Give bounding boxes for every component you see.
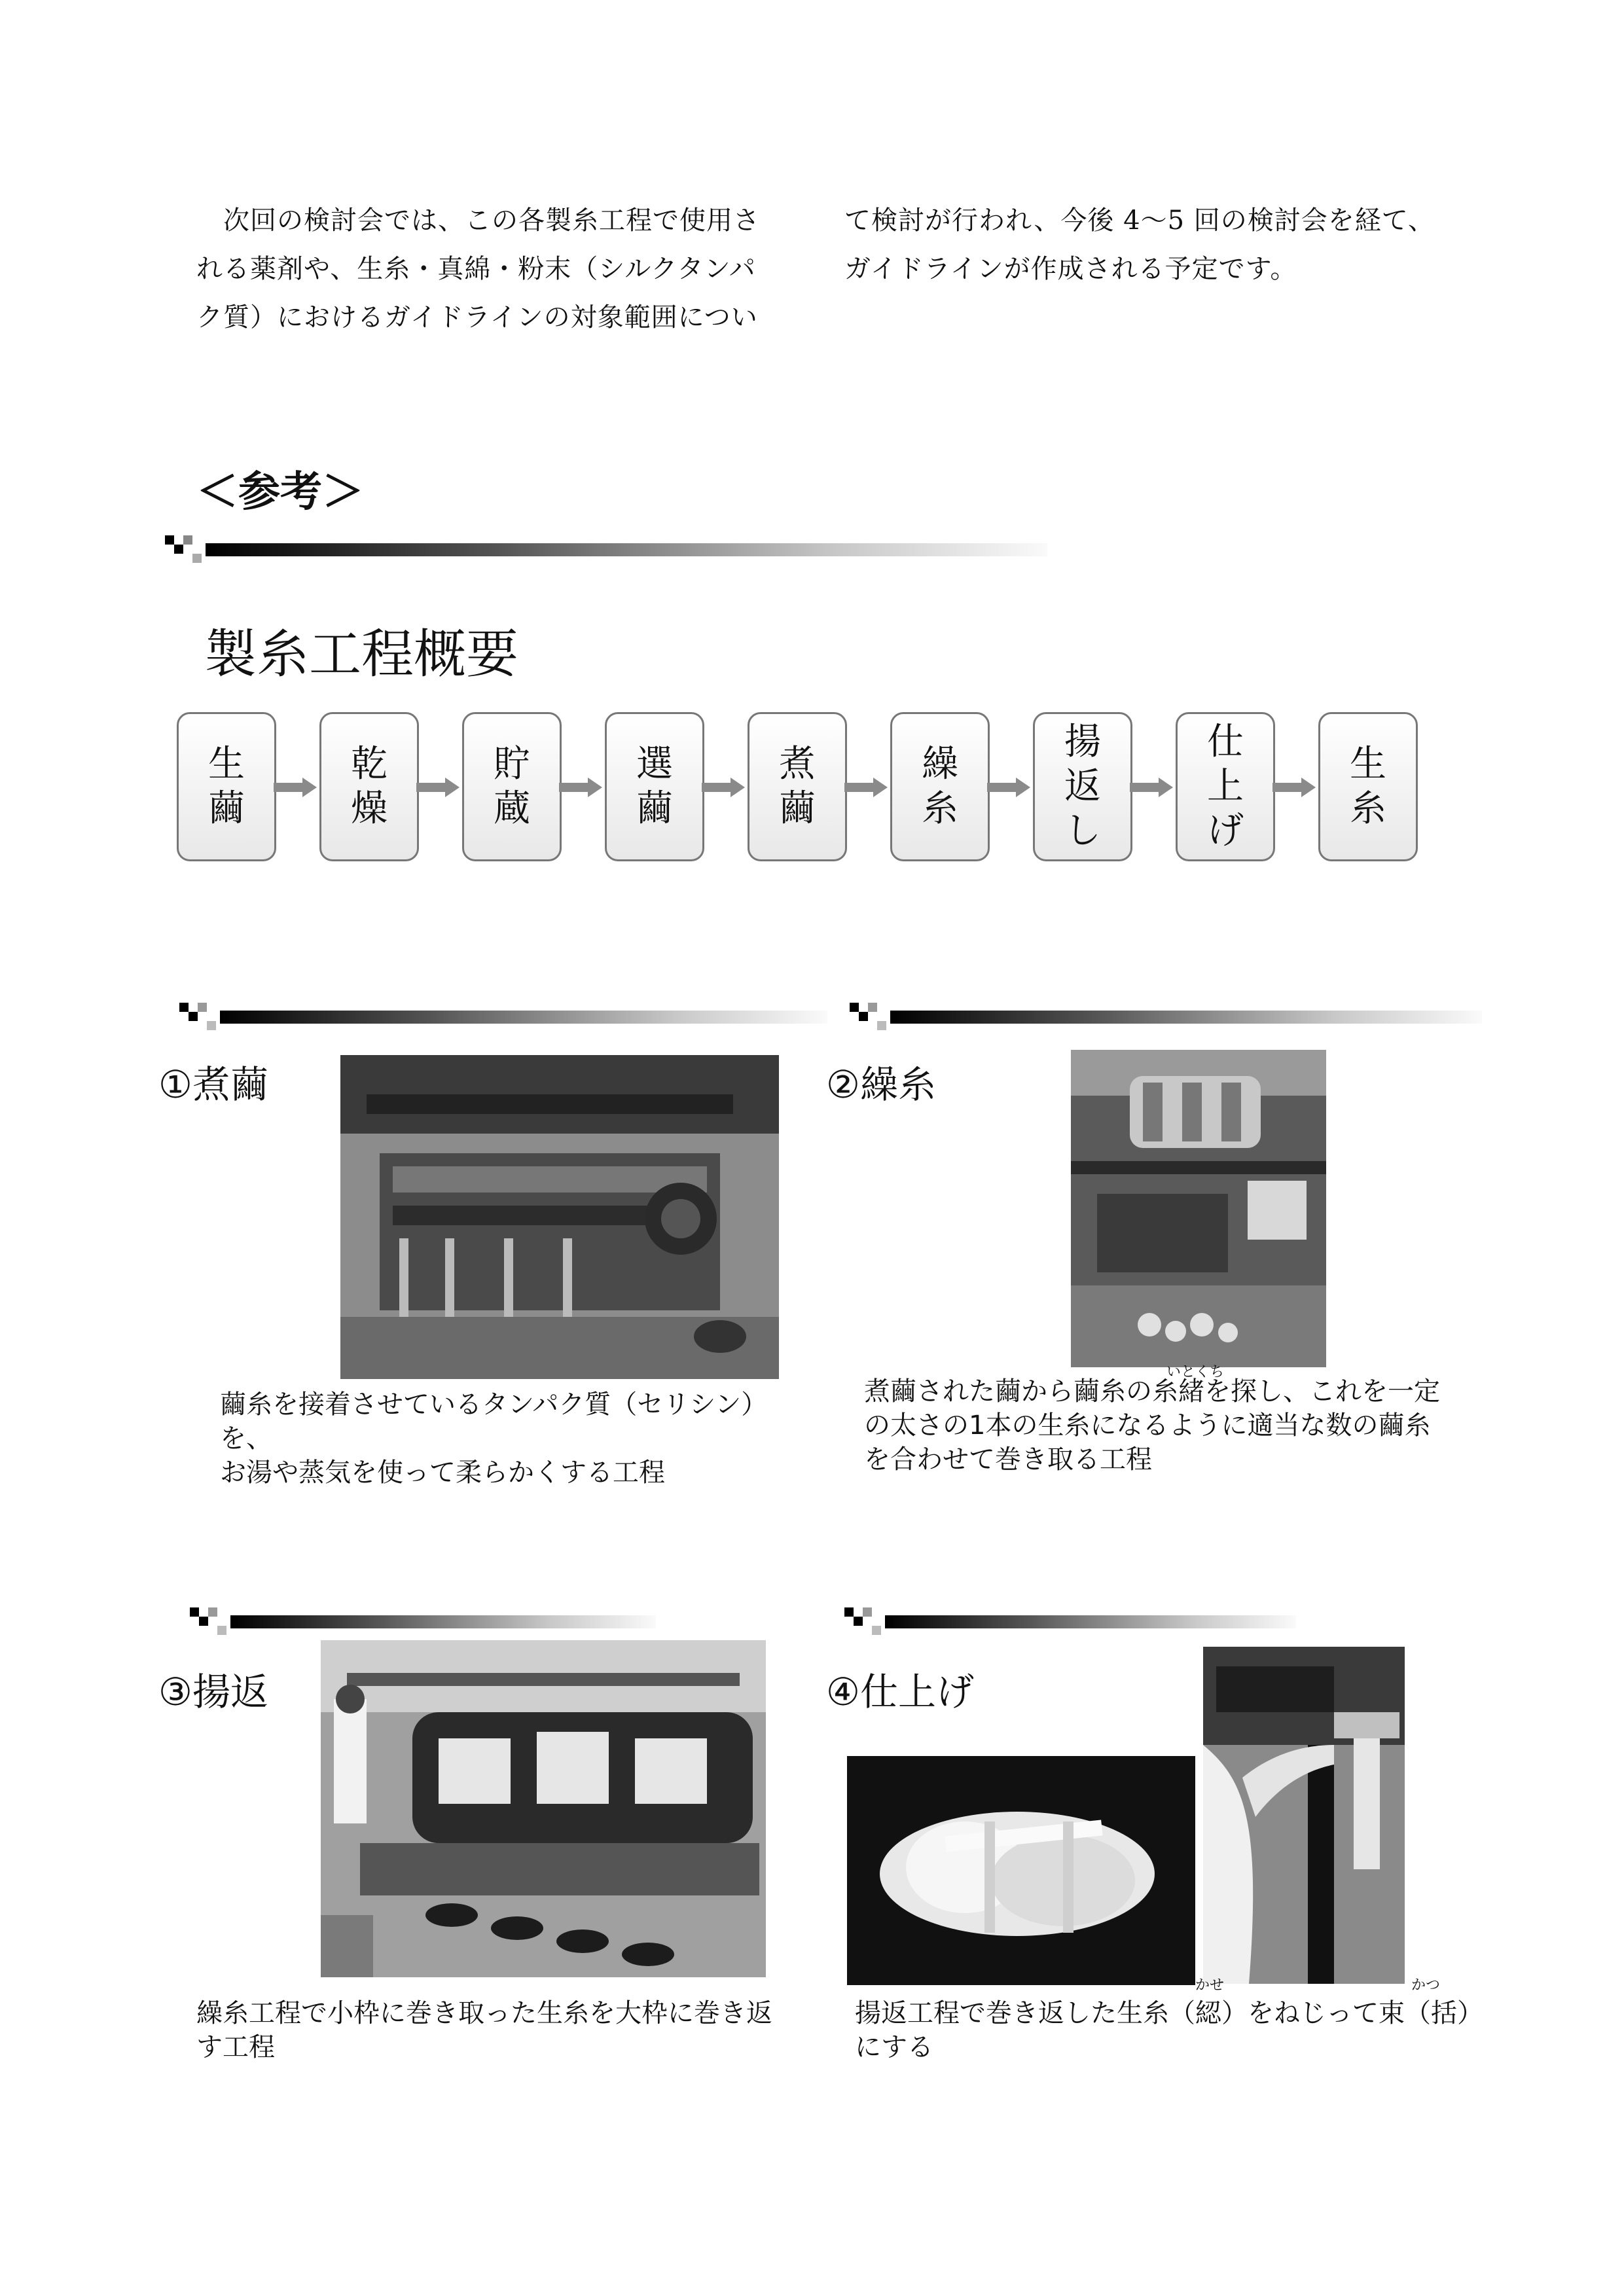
panel1-section-bar [179,1003,827,1031]
panel2-title: ②繰糸 [826,1062,936,1107]
intro-right-column: て検討が行われ、今後 4～5 回の検討会を経て、 ガイドラインが作成される予定です。 [844,206,1435,284]
step-kansou: 乾燥 [319,712,419,861]
arrow-icon [1130,778,1173,797]
panel3-section-bar [190,1607,656,1636]
panel4-caption: 揚返工程で巻き返した生糸（綛）をねじって束（括） にする [855,1998,1483,2062]
step-shaken: 煮繭 [748,712,847,861]
arrow-icon [844,778,888,797]
boiling-machine-photo [340,1055,779,1379]
panel1-title: ①煮繭 [158,1062,268,1107]
rereeling-machine-photo [321,1640,766,1977]
step-nama-mayu: 生繭 [177,712,276,861]
overview-title: 製糸工程概要 [204,624,518,685]
panel2-caption: 煮繭された繭から繭糸の糸緒を探し、これを一定 の太さの1本の生糸になるように適当な数の繭糸 を合わせて巻き取る工程 [864,1376,1440,1475]
panel3-title: ③揚返 [158,1670,268,1714]
step-soushi: 繰糸 [890,712,990,861]
reeling-machine-photo [1071,1050,1326,1367]
step-kiito: 生糸 [1318,712,1418,861]
ruby-kase: かせ [1195,1977,1225,1994]
arrow-icon [559,778,602,797]
panel4-section-bar [844,1607,1296,1636]
ruby-katsu: かつ [1411,1977,1441,1994]
silk-bundle-photo [847,1756,1195,1985]
arrow-icon [416,778,460,797]
intro-left-column: 次回の検討会では、この各製糸工程で使用さ れる薬剤や、生糸・真綿・粉末（シルクタンパ ク質）におけるガイドラインの対象範囲につい [196,206,760,332]
reference-heading: ＜参考＞ [196,468,364,516]
panel1-caption: 繭糸を接着させているタンパク質（セリシン）を、 お湯や蒸気を使って柔らかくする工程 [220,1390,768,1488]
arrow-icon [702,778,745,797]
step-chozou: 貯蔵 [462,712,562,861]
arrow-icon [987,778,1030,797]
overview-section-bar [165,535,1047,564]
panel3-caption: 繰糸工程で小枠に巻き取った生糸を大枠に巻き返 す工程 [196,1998,772,2062]
twisting-worker-photo [1203,1647,1405,1984]
panel4-title: ④仕上げ [826,1670,974,1714]
arrow-icon [1272,778,1316,797]
arrow-icon [274,778,317,797]
step-senken: 選繭 [605,712,704,861]
ruby-itokuchi: いとくち [1166,1364,1225,1380]
step-agekaeshi: 揚返し [1033,712,1132,861]
panel2-section-bar [850,1003,1482,1031]
step-shiage: 仕上げ [1176,712,1275,861]
